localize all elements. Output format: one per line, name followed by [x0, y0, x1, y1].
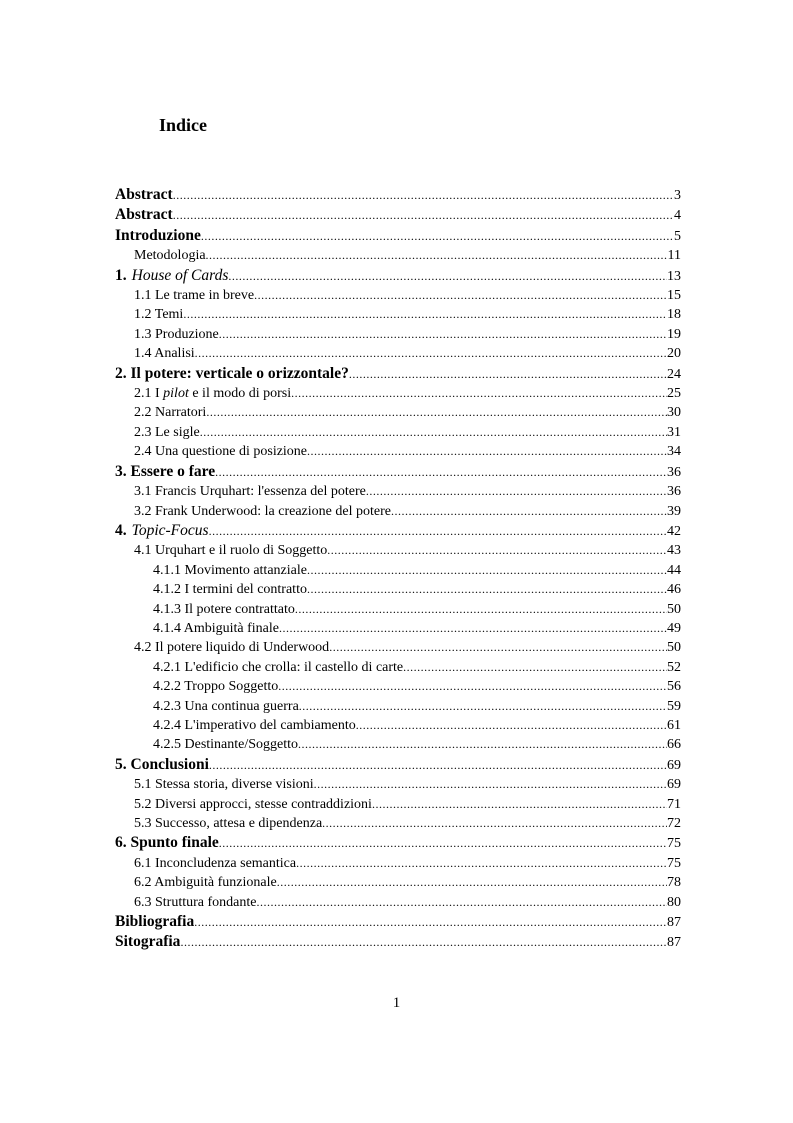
- dot-leader: [295, 600, 667, 619]
- toc-entry-label: [134, 795, 372, 814]
- dot-leader: [327, 541, 667, 560]
- toc-entry-page: 50: [667, 601, 681, 617]
- toc-entry-label-text: 5.1 Stessa storia, diverse visioni: [134, 777, 314, 793]
- toc-entry-label: [153, 735, 298, 754]
- toc-entry-page: 61: [667, 717, 681, 733]
- toc-entry-page: 34: [667, 444, 681, 460]
- dot-leader: [403, 658, 667, 677]
- dot-leader: [329, 638, 667, 657]
- toc-entry[interactable]: [115, 305, 681, 324]
- toc-entry[interactable]: [115, 716, 681, 735]
- toc-entry-label: [153, 580, 307, 599]
- toc-entry-label-text: 3.2 Frank Underwood: la creazione del potere: [134, 503, 391, 519]
- toc-entry[interactable]: [115, 619, 681, 638]
- toc-entry-page: 71: [667, 796, 681, 812]
- toc-entry[interactable]: [115, 600, 681, 619]
- toc-entry-page: 42: [667, 523, 681, 539]
- toc-entry-label: [153, 600, 295, 619]
- toc-entry-label-text: 2.3 Le sigle: [134, 424, 200, 440]
- toc-entry-label: [134, 344, 195, 363]
- toc-entry-label-text: 4.1 Urquhart e il ruolo di Soggetto: [134, 543, 328, 559]
- toc-entry[interactable]: [115, 833, 681, 853]
- toc-entry-page: 50: [667, 640, 681, 656]
- toc-entry-page: 5: [674, 228, 681, 244]
- toc-entry-label-part: 2.1 I: [134, 386, 164, 402]
- toc-entry-page: 31: [667, 424, 681, 440]
- dot-leader: [209, 522, 667, 541]
- toc-entry-label: [134, 775, 314, 794]
- dot-leader: [219, 834, 667, 853]
- toc-entry[interactable]: [115, 932, 681, 952]
- page-number: 1: [392, 995, 401, 1011]
- toc-entry-page: 4: [674, 208, 681, 224]
- dot-leader: [299, 697, 667, 716]
- toc-entry-page: 30: [667, 405, 681, 421]
- toc-entry-page: 36: [667, 464, 681, 480]
- toc-entry[interactable]: [115, 502, 681, 521]
- toc-entry[interactable]: [115, 462, 681, 482]
- toc-entry-label-text: 4.2.3 Una continua guerra: [153, 698, 299, 714]
- toc-entry[interactable]: [115, 893, 681, 912]
- toc-entry-label: [153, 658, 403, 677]
- toc-entry-label-text: 1.4 Analisi: [134, 346, 195, 362]
- toc-entry-page: 15: [667, 288, 681, 304]
- toc-entry-page: 19: [667, 326, 681, 342]
- toc-entry-label: [153, 716, 356, 735]
- toc-entry[interactable]: [115, 580, 681, 599]
- table-of-contents: [115, 185, 681, 953]
- dot-leader: [194, 913, 667, 932]
- toc-entry-page: 39: [667, 503, 681, 519]
- toc-entry-label: [153, 619, 279, 638]
- toc-entry[interactable]: [115, 521, 681, 541]
- dot-leader: [349, 365, 667, 384]
- toc-entry-label: [134, 305, 183, 324]
- toc-entry-page: 52: [667, 659, 681, 675]
- toc-entry-page: 46: [667, 582, 681, 598]
- toc-entry[interactable]: [115, 541, 681, 560]
- toc-entry-page: 25: [667, 386, 681, 402]
- toc-entry-label: [115, 833, 219, 852]
- toc-entry-label-text: 6.1 Inconcludenza semantica: [134, 855, 297, 871]
- toc-entry-page: 3: [674, 188, 681, 203]
- dot-leader: [228, 267, 667, 286]
- toc-entry-page: 13: [667, 268, 681, 284]
- toc-entry-page: 72: [667, 816, 681, 831]
- toc-entry-label-text: Abstract: [115, 186, 173, 203]
- dot-leader: [201, 227, 674, 246]
- toc-entry-label: [153, 561, 307, 580]
- dot-leader: [279, 619, 667, 638]
- toc-entry-page: 18: [667, 307, 681, 323]
- toc-entry-label-text: 6. Spunto finale: [115, 834, 219, 852]
- toc-entry-label: [115, 462, 215, 481]
- dot-leader: [183, 305, 667, 324]
- dot-leader: [173, 186, 674, 205]
- toc-entry-label-text: Sitografia: [115, 933, 181, 951]
- dot-leader: [209, 756, 667, 775]
- toc-entry-page: 75: [667, 836, 681, 852]
- toc-entry-page: 59: [667, 698, 681, 714]
- toc-entry[interactable]: [115, 775, 681, 794]
- toc-entry[interactable]: [115, 873, 681, 892]
- dot-leader: [206, 246, 668, 265]
- toc-entry-label-text: 5. Conclusioni: [115, 755, 209, 773]
- toc-entry-label-text: 4.2.5 Destinante/Soggetto: [153, 737, 299, 753]
- toc-entry-label: [115, 266, 228, 285]
- toc-entry[interactable]: [115, 638, 681, 657]
- toc-entry-label-italic: House of Cards: [131, 266, 229, 284]
- toc-entry-label: [115, 912, 194, 931]
- toc-entry-page: 87: [667, 915, 681, 931]
- toc-entry-label-text: 4.1.3 Il potere contrattato: [153, 601, 295, 617]
- dot-leader: [296, 854, 667, 873]
- toc-entry[interactable]: [115, 246, 681, 265]
- toc-entry-label: [134, 854, 296, 873]
- toc-entry-label-text: Abstract: [115, 206, 173, 224]
- toc-entry-label-text: 1.2 Temi: [134, 307, 184, 323]
- toc-entry-label: [134, 442, 307, 461]
- toc-entry[interactable]: [115, 344, 681, 363]
- toc-entry-label: [134, 403, 206, 422]
- toc-entry-label: [115, 932, 180, 951]
- dot-leader: [314, 775, 667, 794]
- toc-entry-label-text: 5.2 Diversi approcci, stesse contraddizioni: [134, 796, 372, 812]
- dot-leader: [180, 933, 667, 952]
- toc-entry-label-text: 1.3 Produzione: [134, 326, 219, 342]
- toc-entry-label: [115, 364, 349, 383]
- dot-leader: [200, 423, 667, 442]
- toc-entry[interactable]: [115, 854, 681, 873]
- toc-entry[interactable]: [115, 442, 681, 461]
- toc-entry-label: [153, 697, 299, 716]
- toc-entry-label-text: 4.2 Il potere liquido di Underwood: [134, 640, 330, 656]
- toc-entry[interactable]: [115, 677, 681, 696]
- toc-entry-label: [153, 677, 278, 696]
- toc-entry-page: 87: [667, 935, 681, 951]
- toc-entry-label: [115, 755, 209, 774]
- toc-entry-label: [134, 638, 329, 657]
- dot-leader: [277, 873, 667, 892]
- toc-entry-label-text: 4.2.2 Troppo Soggetto: [153, 679, 279, 695]
- toc-entry[interactable]: [115, 266, 681, 286]
- toc-entry-label: [115, 521, 209, 540]
- toc-entry-label-text: 4.1.4 Ambiguità finale: [153, 620, 279, 636]
- toc-entry-page: 78: [667, 875, 681, 891]
- toc-entry-number: 4.: [115, 521, 127, 539]
- dot-leader: [391, 502, 667, 521]
- toc-entry[interactable]: [115, 364, 681, 384]
- dot-leader: [307, 580, 667, 599]
- toc-entry-label-text: 3.1 Francis Urquhart: l'essenza del potere: [134, 484, 366, 500]
- toc-entry[interactable]: [115, 697, 681, 716]
- toc-entry-label: [134, 541, 327, 560]
- toc-entry-page: 43: [667, 543, 681, 559]
- toc-entry-label: [115, 226, 201, 245]
- toc-entry-page: 44: [667, 562, 681, 578]
- dot-leader: [372, 795, 667, 814]
- toc-entry[interactable]: [115, 561, 681, 580]
- dot-leader: [215, 463, 667, 482]
- toc-entry-label-text: 5.3 Successo, attesa e dipendenza: [134, 816, 323, 831]
- dot-leader: [291, 384, 667, 403]
- toc-entry-label-text: Bibliografia: [115, 913, 195, 931]
- toc-entry-label-text: 2.4 Una questione di posizione: [134, 444, 308, 460]
- toc-entry-label: [134, 893, 256, 912]
- toc-entry-number: 1.: [115, 266, 127, 284]
- toc-entry-label: [115, 185, 173, 204]
- toc-entry-page: 75: [667, 855, 681, 871]
- page-title: Indice: [159, 115, 208, 135]
- dot-leader: [366, 482, 667, 501]
- toc-entry-page: 36: [667, 484, 681, 500]
- toc-entry-label-text: 4.1.2 I termini del contratto: [153, 582, 307, 598]
- dot-leader: [206, 403, 667, 422]
- toc-entry-label-text: 3. Essere o fare: [115, 462, 216, 480]
- toc-entry-label: [134, 482, 366, 501]
- dot-leader: [307, 561, 667, 580]
- toc-entry-page: 66: [667, 737, 681, 753]
- dot-leader: [173, 206, 674, 225]
- toc-entry-page: 49: [667, 620, 681, 636]
- toc-entry-label: [115, 205, 173, 224]
- toc-entry[interactable]: [115, 423, 681, 442]
- toc-entry-page: 11: [667, 248, 681, 264]
- toc-entry[interactable]: [115, 205, 681, 225]
- toc-entry[interactable]: [115, 755, 681, 775]
- toc-entry-label: [134, 325, 219, 344]
- toc-entry-label-text: 2.2 Narratori: [134, 405, 207, 421]
- toc-entry[interactable]: [115, 912, 681, 932]
- dot-leader: [278, 677, 667, 696]
- dot-leader: [322, 814, 667, 833]
- toc-entry-label: [134, 286, 254, 305]
- toc-entry-label-text: 6.2 Ambiguità funzionale: [134, 875, 277, 891]
- toc-entry[interactable]: [115, 325, 681, 344]
- toc-entry-label-text: 4.1.1 Movimento attanziale: [153, 562, 307, 578]
- toc-entry[interactable]: [115, 403, 681, 422]
- toc-entry-label: [134, 423, 200, 442]
- toc-entry-page: 56: [667, 679, 681, 695]
- toc-entry-label: [134, 384, 291, 403]
- dot-leader: [219, 325, 667, 344]
- toc-entry-label-text: 1.1 Le trame in breve: [134, 288, 255, 304]
- toc-entry[interactable]: [115, 735, 681, 754]
- dot-leader: [195, 344, 667, 363]
- toc-entry-label-text: Metodologia: [134, 248, 206, 264]
- dot-leader: [298, 735, 667, 754]
- toc-entry[interactable]: [115, 226, 681, 246]
- toc-entry-label: [134, 502, 391, 521]
- toc-entry-page: 20: [667, 346, 681, 362]
- toc-entry-page: 24: [667, 366, 681, 382]
- toc-entry-label-text: 6.3 Struttura fondante: [134, 894, 257, 910]
- toc-entry-label: [134, 814, 322, 833]
- toc-entry[interactable]: [115, 286, 681, 305]
- dot-leader: [256, 893, 667, 912]
- toc-entry[interactable]: [115, 482, 681, 501]
- toc-entry[interactable]: [115, 384, 681, 403]
- toc-entry-page: 69: [667, 757, 681, 773]
- toc-entry-label-text: Introduzione: [115, 226, 201, 244]
- toc-entry-page: 80: [667, 894, 681, 910]
- dot-leader: [307, 442, 667, 461]
- toc-entry[interactable]: [115, 814, 681, 833]
- toc-entry-label: [134, 246, 206, 265]
- toc-entry-label-text: 2. Il potere: verticale o orizzontale?: [115, 364, 349, 382]
- toc-entry-label-text: 4.2.4 L'imperativo del cambiamento: [153, 717, 356, 733]
- toc-entry[interactable]: [115, 658, 681, 677]
- dot-leader: [356, 716, 667, 735]
- toc-entry-label-text: 4.2.1 L'edificio che crolla: il castello di carte: [153, 659, 404, 675]
- toc-entry[interactable]: [115, 795, 681, 814]
- toc-entry-label-part: e il modo di porsi: [188, 386, 292, 402]
- toc-entry[interactable]: [115, 185, 681, 205]
- toc-entry-label-italic: pilot: [163, 386, 189, 402]
- toc-entry-label: [134, 873, 277, 892]
- dot-leader: [254, 286, 667, 305]
- toc-entry-page: 69: [667, 777, 681, 793]
- toc-entry-label-italic: Topic-Focus: [131, 521, 209, 539]
